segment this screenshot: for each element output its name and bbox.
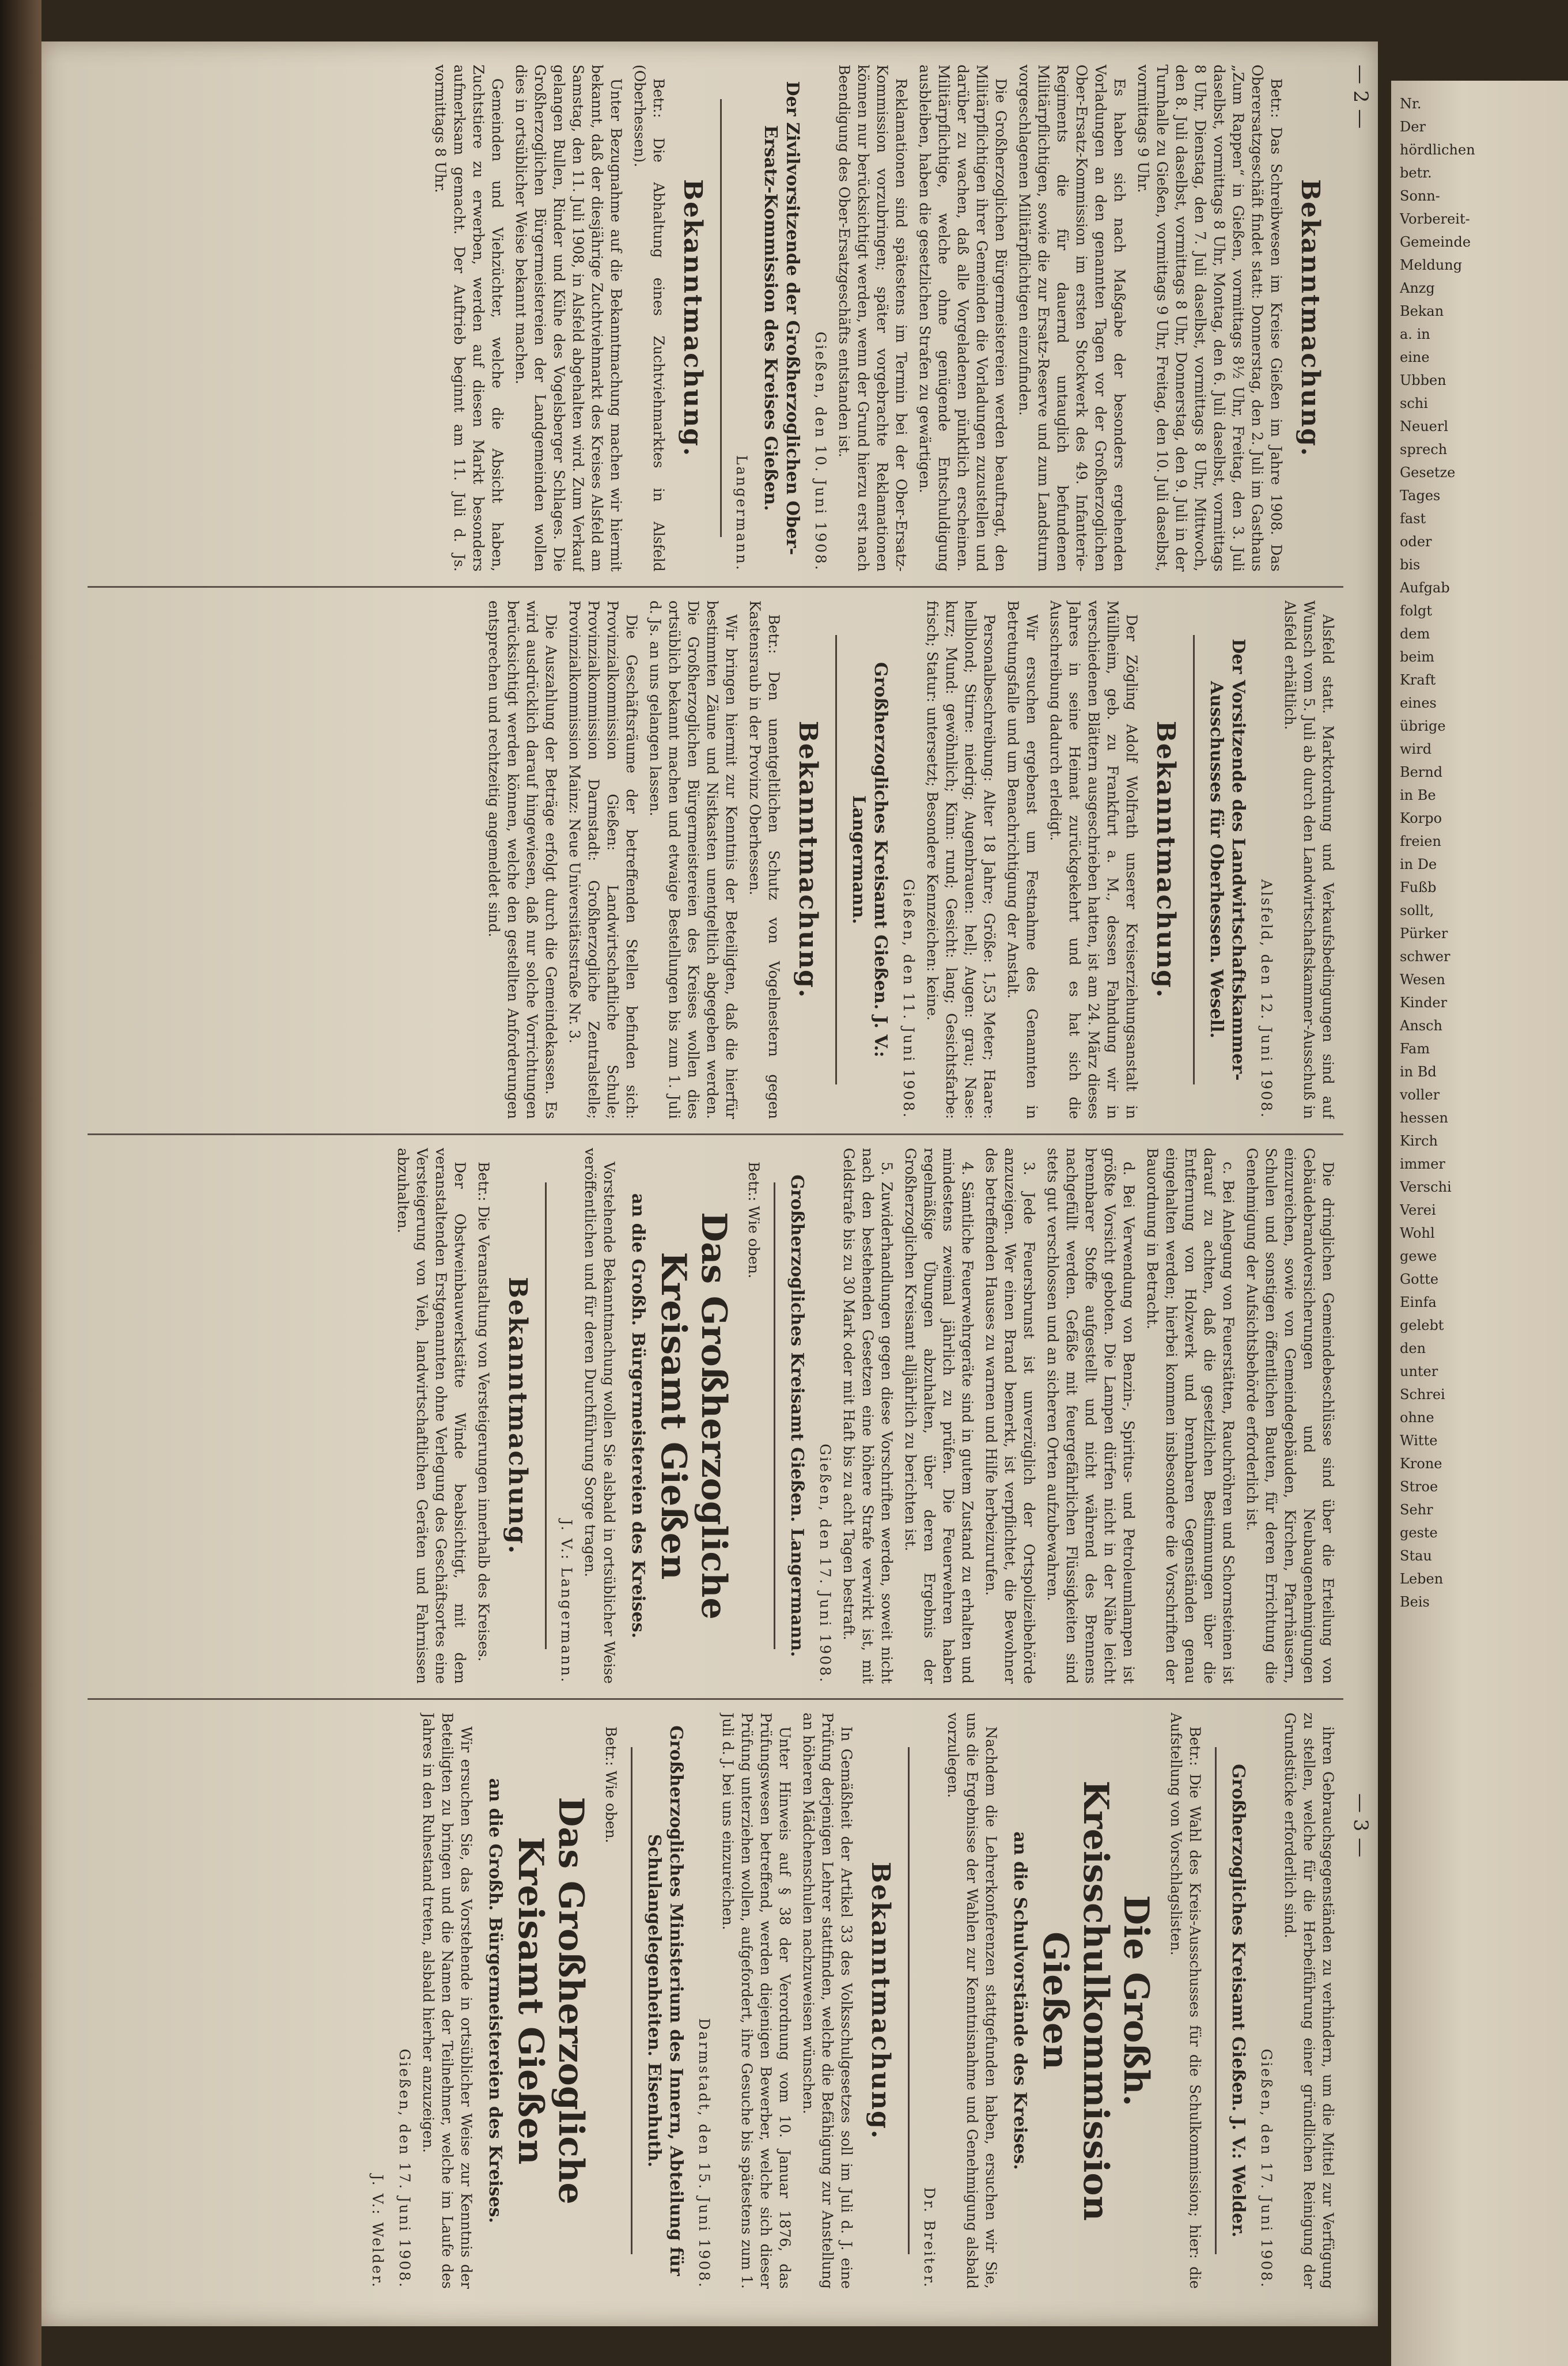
adjacent-page-line: Kraft (1400, 672, 1436, 688)
adjacent-page-line: beim (1400, 649, 1434, 665)
notice-paragraph: Unter Hinweis auf § 38 der Verordnung vom 10. Januar 1876, das Prüfungswesen betreffend, werden diejenigen Bewerber, welche sich dieser Prüfung unterziehen wollen, aufgefordert, ihre Gesuche bis spätestens zum 1. Juli d. J. bei uns einzureichen. (719, 1713, 793, 2289)
authority-heading: Die Großh. Kreisschulkommission Gießen (1035, 1780, 1156, 2221)
adjacent-page-line: Stau (1400, 1548, 1432, 1564)
notice-paragraph: Die Großherzoglichen Bürgermeistereien werden beauftragt, den Militärpflichtigen ihrer Gemeinden die Vorladungen zuzustellen und darüber zu wachen, daß alle Vorgeladenen pünktlich erscheinen. Militärpflichtige, welche ohne genügende Entschuldigung ausbleiben, haben die gesetzlichen Strafen zu gewärtigen. (916, 65, 1009, 572)
adjacent-page-line: Kinder (1400, 995, 1448, 1011)
notice-subheading: an die Schulvorstände des Kreises. (1010, 1831, 1030, 2170)
notice-separator (774, 1182, 775, 1649)
notice-paragraph: Betr.: Die Abhaltung eines Zuchtviehmarktes in Alsfeld (Oberhessen). (631, 65, 667, 572)
adjacent-page-line: Gotte (1400, 1271, 1439, 1287)
notice-heading: Bekanntmachung. (793, 720, 823, 999)
column-1 (88, 65, 1338, 572)
adjacent-page-line: Krone (1400, 1456, 1442, 1472)
notice-paragraph: Personalbeschreibung: Alter 18 Jahre; Größe: 1,53 Meter; Haare: hellblond; Stirne: niedrig; Augenbrauen: hell; Augen: grau; Nase: kurz; Mund: gewöhnlich; Kinn: rund; Gesicht: lang; Gesichtsfarbe: frisch; Statur: untersetzt; Besondere Kennzeichen: keine. (924, 600, 998, 1119)
notice-separator (1215, 1747, 1217, 2254)
notice-signature: Dr. Breiter. (921, 2187, 938, 2289)
notice-heading: Bekanntmachung. (866, 1861, 895, 2140)
notice-paragraph: Wir ersuchen ergebenst um Festnahme des Genannten in Betretungsfalle und um Benachrichtigung der Anstalt. (1005, 600, 1040, 1119)
adjacent-page-line: Gemeinde (1400, 234, 1471, 250)
notice-signature: Alsfeld, den 12. Juni 1908. (1258, 879, 1275, 1119)
notice-subheading: Der Zivilvorsitzende der Großherzoglichen Ober-Ersatz-Kommission des Kreises Gießen. (760, 81, 802, 555)
adjacent-page-line: unter (1400, 1363, 1438, 1379)
adjacent-page-line: Stroe (1400, 1479, 1438, 1495)
adjacent-page-line: Bekan (1400, 303, 1444, 319)
adjacent-page-line: hördlichen (1400, 142, 1475, 158)
notice-heading: Bekanntmachung. (1151, 720, 1180, 999)
adjacent-page-line: Ansch (1400, 1018, 1443, 1034)
page-number-right: — 3 — (1349, 1793, 1372, 1858)
notice-paragraph: 4. Sämtliche Feuerwehrgeräte sind in gutem Zustand zu erhalten und mindestens zweimal jährlich zu prüfen. Die Feuerwehren haben regelmäßige Übungen abzuhalten, über deren Ergebnis der Großherzoglichen Kreisamt alljährlich zu berichten ist. (902, 1148, 976, 1684)
adjacent-page-line: oder (1400, 534, 1432, 550)
column-divider (88, 586, 1343, 588)
adjacent-page-line: immer (1400, 1156, 1445, 1172)
adjacent-page-line: Bernd (1400, 764, 1443, 780)
notice-signature: Langermann. (733, 455, 750, 572)
adjacent-page-line: sprech (1400, 441, 1448, 458)
notice-signature: Gießen, den 17. Juni 1908. (1258, 2048, 1275, 2289)
adjacent-page-line: Verei (1400, 1202, 1436, 1218)
notice-separator (631, 1747, 632, 2254)
notice-paragraph: d. Bei Verwendung von Benzin-, Spiritus- und Petroleumlampen ist größte Vorsicht geboten. Die Lampen dürfen nicht in der Nähe leicht brennbarer Stoffe aufgestellt und nicht während des Brennens nachgefüllt werden. Gefäße mit feuergefährlichen Flüssigkeiten sind stets gut verschlossen und an sicheren Orten aufzubewahren. (1044, 1148, 1137, 1684)
adjacent-page-line: Nr. (1400, 96, 1422, 112)
adjacent-page-line: dem (1400, 626, 1430, 642)
adjacent-page-line: Neuerl (1400, 418, 1449, 434)
adjacent-page-line: Sonn- (1400, 188, 1440, 204)
notice-paragraph: Unter Bezugnahme auf die Bekanntmachung machen wir hiermit bekannt, daß der diesjährige Zuchtviehmarkt des Kreises Alsfeld am Samstag, den 11. Juli 1908, in Alsfeld abgehalten wird. Zum Verkauf gelangen Bullen, Rinder und Kühe des Vogelsberger Schlages. Die Großherzoglichen Bürgermeistereien der Landgemeinden wollen dies in ortsüblicher Weise bekannt machen. (513, 65, 624, 572)
adjacent-page-line: in De (1400, 856, 1437, 872)
notice-paragraph: Betr.: Die Wahl des Kreis-Ausschusses für die Schulkommission; hier: die Aufstellung von Vorschlagslisten. (1168, 1713, 1203, 2289)
notice-paragraph: 5. Zuwiderhandlungen gegen diese Vorschriften werden, soweit nicht nach den bestehenden Gesetzen eine höhere Strafe verwirkt ist, mit Geldstrafe bis zu 30 Mark oder mit Haft bis zu acht Tagen bestraft. (840, 1148, 895, 1684)
notice-subheading: Großherzogliches Kreisamt Gießen. J. V.: Langermann. (849, 662, 891, 1057)
notice-subheading: an die Großh. Bürgermeistereien des Kreises. (628, 1193, 648, 1639)
adjacent-page-line: Kirch (1400, 1133, 1438, 1149)
rotated-page-content (41, 41, 1378, 2326)
adjacent-page-line: Witte (1400, 1433, 1438, 1449)
notice-paragraph: Betr.: Die Veranstaltung von Versteigerungen innerhalb des Kreises. (475, 1162, 492, 1662)
notice-signature: Darmstadt, den 15. Juni 1908. (696, 2018, 713, 2289)
notice-paragraph: Reklamationen sind spätestens im Termin bei der Ober-Ersatz-Kommission vorzubringen; später vorgebrachte Reklamationen können nur berücksichtigt werden, wenn der Grund hierzu erst nach Beendigung des Ober-Ersatzgeschäfts entstanden ist. (836, 65, 910, 572)
adjacent-page-line: Aufgab (1400, 580, 1450, 596)
notice-signature: J. V.: Welder. (369, 2174, 386, 2289)
page-number-left: — 2 — (1349, 65, 1372, 129)
adjacent-page-line: in Bd (1400, 1064, 1437, 1080)
adjacent-page-line: freien (1400, 833, 1441, 849)
notice-paragraph: c. Bei Anlegung von Feuerstätten, Rauchröhren und Schornsteinen ist darauf zu achten, daß die gesetzlichen Bestimmungen über die Entfernung von Holzwerk und brennbaren Gegenständen genau eingehalten werden; hierbei kommen insbesondere die Vorschriften der Bauordnung in Betracht. (1144, 1148, 1237, 1684)
notice-paragraph: ihren Gebrauchsgegenständen zu verhindern, um die Mittel zur Verfügung zu stellen, welche für die Herbeiführung einer gründlichen Reinigung der Grundstücke erforderlich sind. (1282, 1713, 1336, 2289)
notice-paragraph: Wir ersuchen Sie, das Vorstehende in ortsüblicher Weise zur Kenntnis der Beteiligten zu bringen und die Namen der Teilnehmer, welche im Laufe des Jahres in den Ruhestand treten, alsbald hierher anzuzeigen. (420, 1713, 475, 2289)
book-binding (0, 0, 41, 2366)
adjacent-page-line: wird (1400, 741, 1432, 757)
adjacent-page-line: voller (1400, 1087, 1440, 1103)
adjacent-page-line: den (1400, 1340, 1426, 1356)
adjacent-page-line: Pürker (1400, 925, 1448, 942)
notice-paragraph: Der Obstweinbauwerkstätte Winde beabsichtigt, mit dem veranstaltenden Erstgenannten ohne Verlegung des Geschäftsortes eine Versteigerung von Vieh, landwirtschaftlichen Geräten und Fahrnissen abzuhalten. (395, 1148, 468, 1684)
notice-separator (835, 635, 837, 1084)
adjacent-page-line: Ubben (1400, 372, 1446, 388)
adjacent-page-line: Verschi (1400, 1179, 1452, 1195)
notice-separator (1193, 635, 1195, 1084)
adjacent-page-line: bis (1400, 557, 1421, 573)
notice-heading: Bekanntmachung. (678, 179, 707, 458)
adjacent-page-line: Korpo (1400, 810, 1442, 826)
notice-paragraph: Die dringlichen Gemeindebeschlüsse sind über die Erteilung von Gebäudebrandversicherungen und Neubaugenehmigungen einzureichen, sowie von Gemeindegebäuden, Kirchen, Pfarrhäusern, Schulen und sonstigen öffentlichen Bauten, für deren Errichtung die Genehmigung der Aufsichtsbehörde erforderlich ist. (1244, 1148, 1336, 1684)
notice-signature: Gießen, den 10. Juni 1908. (812, 331, 829, 572)
notice-subheading: Der Vorsitzende des Landwirtschaftskammer-Ausschusses für Oberhessen. Wesell. (1206, 638, 1248, 1081)
notice-paragraph: Gemeinden und Viehzüchter, welche die Absicht haben, Zuchtstiere zu erwerben, werden auf diesen Markt besonders aufmerksam gemacht. Der Auftrieb beginnt am 11. Juli d. Js. vormittags 8 Uhr. (432, 65, 506, 572)
adjacent-page-line: Anzg (1400, 280, 1435, 296)
adjacent-page-text (1400, 92, 1561, 2357)
notice-paragraph: Wir bringen hiermit zur Kenntnis der Beteiligten, daß die hierfür bestimmten Zäune und Nistkasten unentgeltlich abgegeben werden. Die Großherzoglichen Bürgermeistereien des Kreises wollen dies ortsüblich bekannt machen und etwaige Bestellungen bis zum 1. Juli d. Js. an uns gelangen lassen. (647, 600, 740, 1119)
notice-subheading: Großherzogliches Ministerium des Innern, Abteilung für Schulangelegenheiten. Eisenhuth. (644, 1725, 686, 2276)
adjacent-page-line: Vorbereit- (1400, 211, 1470, 227)
adjacent-page-line: geste (1400, 1525, 1438, 1541)
adjacent-page-line: Einfa (1400, 1294, 1437, 1310)
notice-paragraph: Betr.: Das Schreibwesen im Kreise Gießen im Jahre 1908. Das Oberersatzgeschäft findet statt: Donnerstag, den 2. Juli im Gasthaus „Zum Rappen“ in Gießen, vormittags 8½ Uhr, Freitag, den 3. Juli daselbst, vormittags 8 Uhr, Montag, den 6. Juli daselbst, vormittags 8 Uhr, Dienstag, den 7. Juli daselbst, vormittags 8 Uhr, Mittwoch, den 8. Juli daselbst, vormittags 8 Uhr, Donnerstag, den 9. Juli in der Turnhalle zu Gießen, vormittags 9 Uhr, Freitag, den 10. Juli daselbst, vormittags 9 Uhr. (1135, 65, 1285, 572)
column-divider (88, 1698, 1343, 1700)
adjacent-page-line: Wohl (1400, 1225, 1435, 1241)
adjacent-page-line: gelebt (1400, 1317, 1444, 1333)
column-3 (88, 1148, 1338, 1684)
notice-separator (720, 99, 722, 537)
adjacent-page-line: betr. (1400, 165, 1432, 181)
adjacent-page-line: Fußb (1400, 879, 1437, 895)
adjacent-page-line: sollt, (1400, 902, 1434, 919)
adjacent-page-line: Sehr (1400, 1502, 1433, 1518)
notice-paragraph: Nachdem die Lehrerkonferenzen stattgefunden haben, ersuchen wir Sie, uns die Ergebnisse der Wahlen zur Kenntnisnahme und Genehmigung alsbald vorzulegen. (945, 1713, 999, 2289)
notice-heading: Bekanntmachung. (503, 1276, 532, 1555)
adjacent-page-line: übrige (1400, 718, 1446, 734)
notice-paragraph: Der Zögling Adolf Wolfrath unserer Kreiserziehungsanstalt in Müllheim, geb. zu Frankfurt a. M., dessen Fahndung wir in verschiedenen Blättern ausgeschrieben hatten, ist am 24. März dieses Jahres in seine Heimat zurückgekehrt und es hat sich die Ausschreibung dadurch erledigt. (1047, 600, 1140, 1119)
adjacent-page-line: ohne (1400, 1409, 1434, 1426)
adjacent-page-line: folgt (1400, 603, 1433, 619)
authority-heading: Das Großherzogliche Kreisamt Gießen (510, 1797, 591, 2205)
adjacent-page-line: in Be (1400, 787, 1436, 803)
column-4 (88, 1713, 1338, 2289)
notice-signature: Gießen, den 17. Juni 1908. (817, 1443, 834, 1684)
column-2 (88, 600, 1338, 1119)
adjacent-page-line: eines (1400, 695, 1437, 711)
adjacent-page-line: schi (1400, 395, 1428, 411)
notice-paragraph: In Gemäßheit der Artikel 33 des Volksschulgesetzes soll im Juli d. J. eine Prüfung derjenigen Lehrer stattfinden, welche die Befähigung zur Anstellung an höheren Mädchenschulen nachzuweisen wünschen. (800, 1713, 855, 2289)
notice-separator (545, 1182, 547, 1649)
adjacent-page-line: hessen (1400, 1110, 1448, 1126)
notice-subheading: Großherzogliches Kreisamt Gießen. Langermann. (787, 1174, 807, 1657)
adjacent-page-line: a. in (1400, 326, 1430, 342)
notice-signature: Gießen, den 17. Juni 1908. (396, 2048, 413, 2289)
adjacent-page-line: Fam (1400, 1041, 1430, 1057)
adjacent-page-line: Der (1400, 119, 1426, 135)
adjacent-page-line: gewe (1400, 1248, 1437, 1264)
adjacent-page-line: fast (1400, 511, 1426, 527)
adjacent-page-line: Beis (1400, 1594, 1430, 1610)
notice-separator (908, 1747, 910, 2254)
adjacent-page-line: schwer (1400, 948, 1450, 965)
notice-paragraph: Alsfeld statt. Marktordnung und Verkaufsbedingungen sind auf Wunsch vom 5. Juli ab durch den Landwirtschaftskammer-Ausschuß in Alsfeld erhältlich. (1282, 600, 1336, 1119)
notice-paragraph: Es haben sich nach Maßgabe der besonders ergehenden Vorladungen an den genannten Tagen vor der Großherzoglichen Ober-Ersatz-Kommission im ersten Stockwerk des 49. Infanterie-Regiments die für dauernd untauglich befundenen Militärpflichtigen, sowie die zur Ersatz-Reserve und zum Landsturm vorgeschlagenen Militärpflichtigen einzufinden. (1016, 65, 1128, 572)
column-divider (88, 1133, 1343, 1135)
adjacent-page-line: Gesetze (1400, 464, 1456, 481)
notice-paragraph: 3. Jede Feuersbrunst ist unverzüglich der Ortspolizeibehörde anzuzeigen. Wer einen Brand bemerkt, ist verpflichtet, die Bewohner des betreffenden Hauses zu warnen und Hilfe herbeizurufen. (983, 1148, 1037, 1684)
notice-paragraph: Vorstehende Bekanntmachung wollen Sie alsbald in ortsüblicher Weise veröffentlichen und für deren Durchführung Sorge tragen. (582, 1148, 618, 1684)
adjacent-page-line: eine (1400, 349, 1430, 365)
notice-subheading: an die Großh. Bürgermeistereien des Kreises. (485, 1778, 505, 2224)
notice-paragraph: Die Auszahlung der Beträge erfolgt durch die Gemeindekassen. Es wird ausdrücklich darauf hingewiesen, daß nur solche Vorrichtungen berücksichtigt werden können, welche den gestellten Anforderungen entsprechen und rechtzeitig angemeldet sind. (486, 600, 559, 1119)
notice-heading: Bekanntmachung. (1296, 179, 1325, 458)
notice-paragraph: Die Geschäftsräume der betreffenden Stellen befinden sich: Provinzialkommission Gießen: Landwirtschaftliche Schule; Provinzialkommission Darmstadt: Großherzogliche Zentralstelle; Provinzialkommission Mainz: Neue Universitätsstraße Nr. 3. (566, 600, 640, 1119)
notice-paragraph: Betr.: Wie oben. (603, 1726, 619, 1843)
notice-signature: Gießen, den 11. Juni 1908. (900, 879, 917, 1119)
adjacent-page-line: Schrei (1400, 1386, 1445, 1403)
adjacent-page-line: Meldung (1400, 257, 1463, 273)
notice-subheading: Großherzogliches Kreisamt Gießen. J. V.: Welder. (1228, 1764, 1248, 2238)
adjacent-page-line: Leben (1400, 1571, 1444, 1587)
notice-signature: J. V.: Langermann. (558, 1519, 575, 1684)
adjacent-page-line: Tages (1400, 487, 1441, 504)
notice-paragraph: Betr.: Den unentgeltlichen Schutz von Vogelnestern gegen Kastensraub in der Provinz Oberhessen. (747, 600, 782, 1119)
notice-paragraph: Betr.: Wie oben. (745, 1162, 762, 1279)
adjacent-page-line: Wesen (1400, 972, 1445, 988)
authority-heading: Das Großherzogliche Kreisamt Gießen (653, 1212, 734, 1620)
